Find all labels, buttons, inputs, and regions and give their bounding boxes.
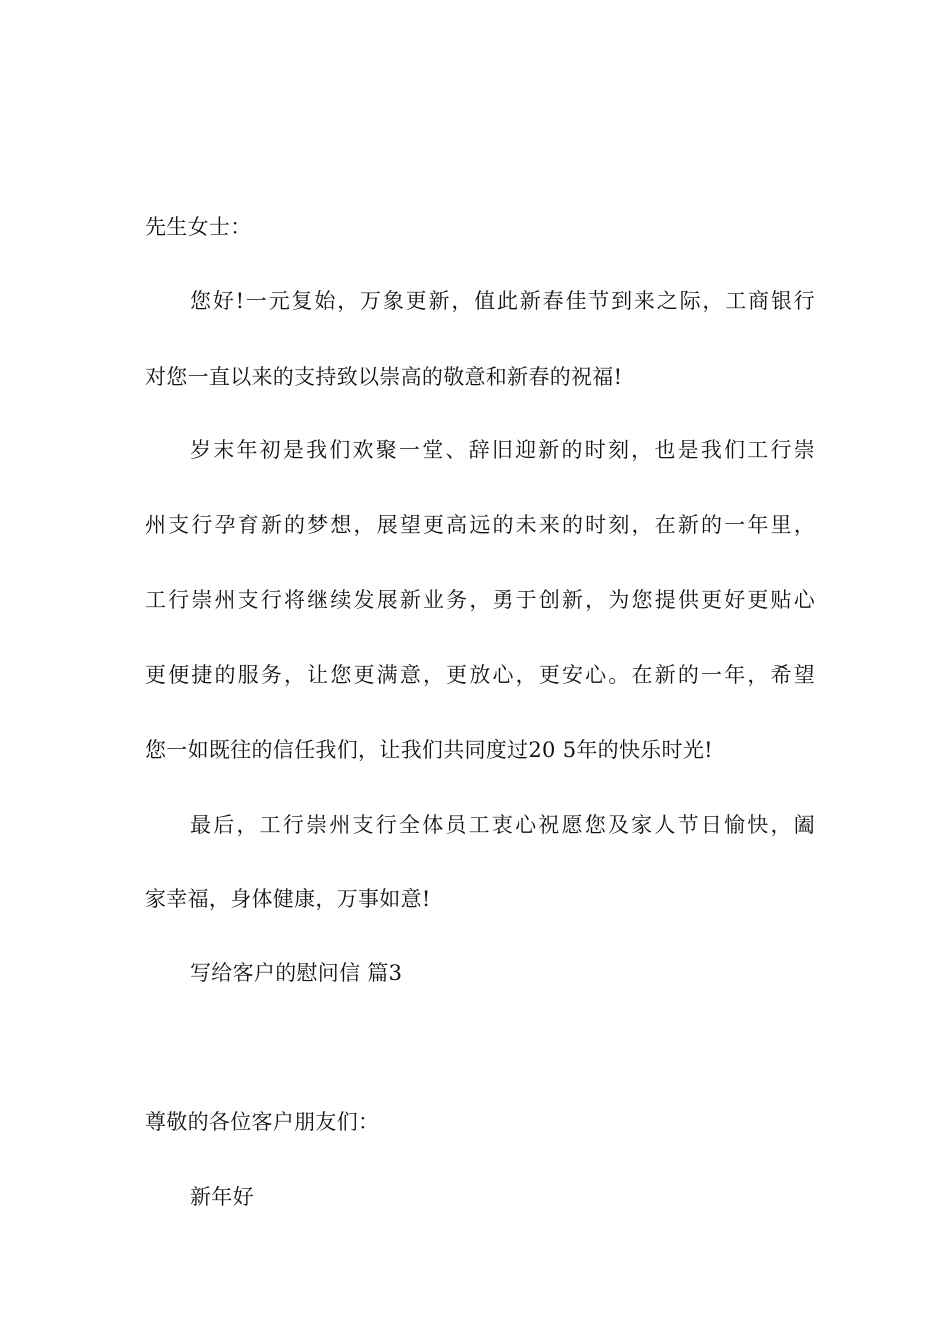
salutation: 尊敬的各位客户朋友们： (145, 1110, 380, 1134)
paragraph-line: 岁末年初是我们欢聚一堂、辞旧迎新的时刻，也是我们工行崇 (190, 438, 815, 462)
paragraph-line: 您一如既往的信任我们，让我们共同度过20 5年的快乐时光! (145, 738, 713, 762)
paragraph-line: 家幸福，身体健康，万事如意! (145, 887, 431, 911)
section-heading: 写给客户的慰问信 篇3 (190, 961, 403, 985)
greeting: 新年好 (190, 1185, 254, 1209)
paragraph-line: 最后，工行崇州支行全体员工衷心祝愿您及家人节日愉快，阖 (190, 813, 815, 837)
paragraph-line: 工行崇州支行将继续发展新业务，勇于创新，为您提供更好更贴心 (145, 588, 815, 612)
paragraph-line: 对您一直以来的支持致以崇高的敬意和新春的祝福! (145, 365, 623, 389)
paragraph-line: 更便捷的服务，让您更满意，更放心，更安心。在新的一年，希望 (145, 663, 815, 687)
paragraph-line: 州支行孕育新的梦想，展望更高远的未来的时刻，在新的一年里， (145, 513, 815, 537)
salutation: 先生女士： (145, 215, 252, 239)
paragraph-line: 您好!一元复始，万象更新，值此新春佳节到来之际，工商银行 (190, 289, 815, 313)
